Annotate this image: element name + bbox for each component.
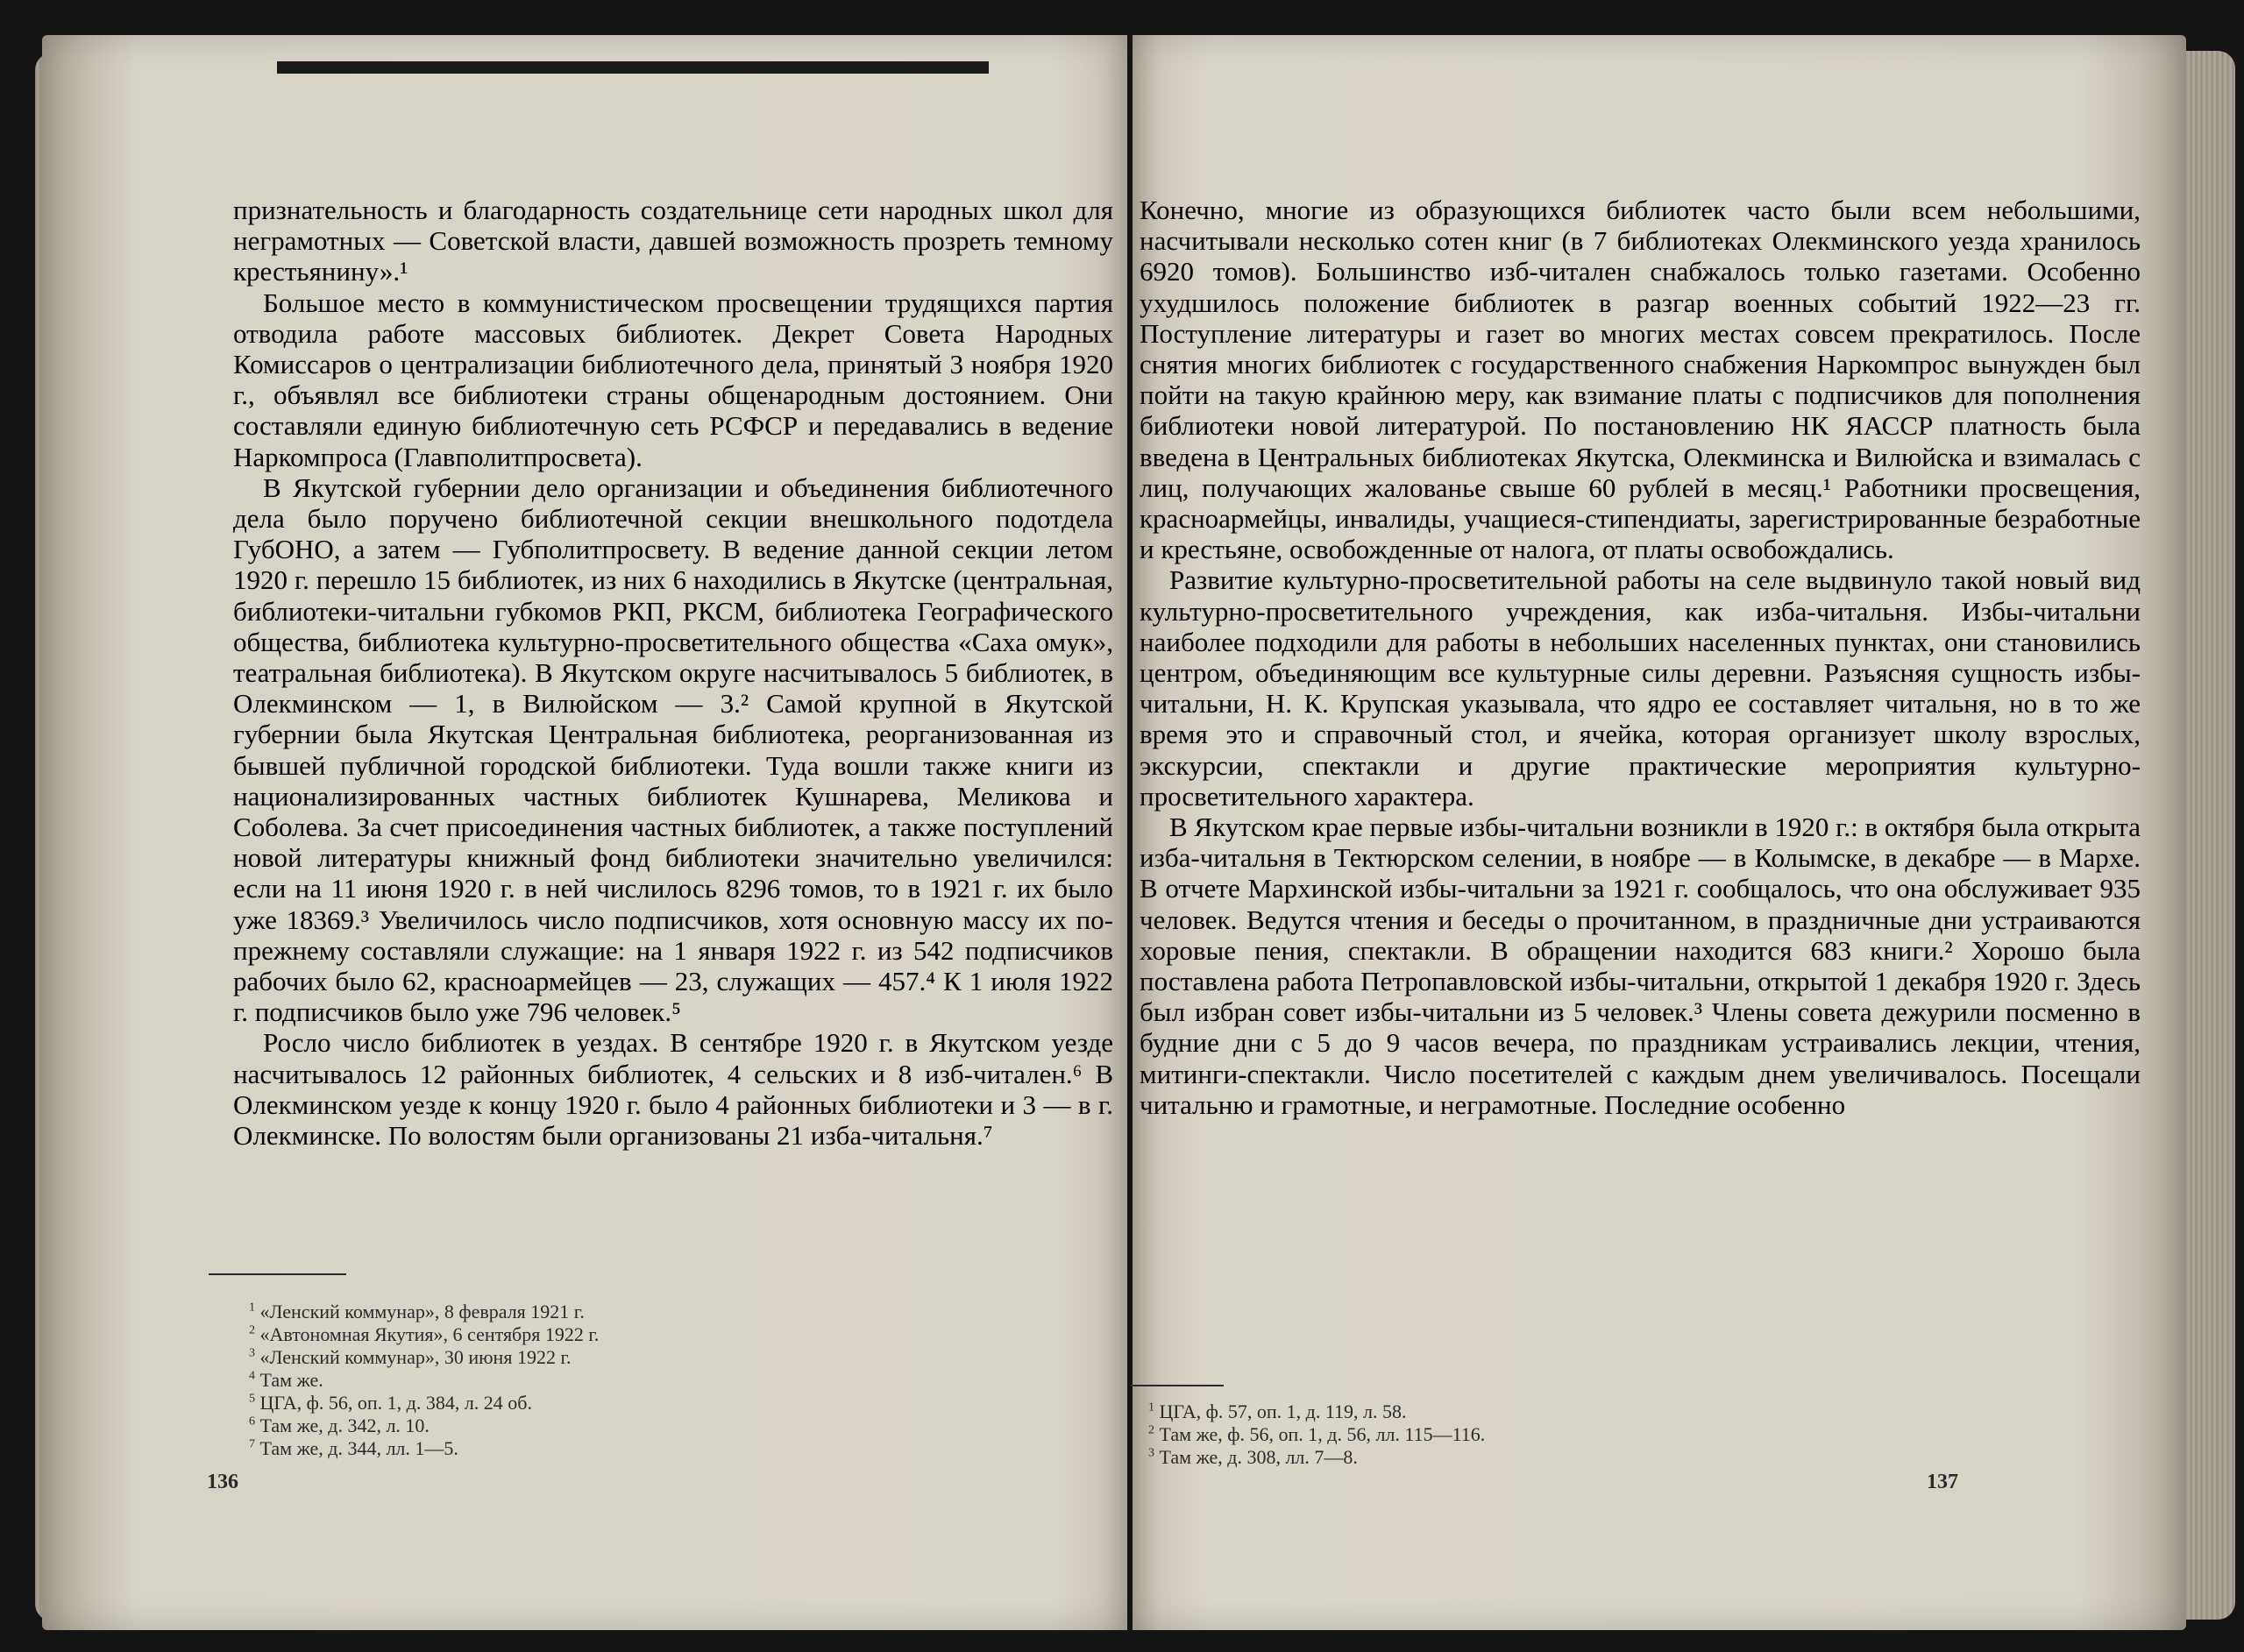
paragraph: Конечно, многие из образующихся библиотек часто были всем небольшими, насчитывали несколько сотен книг (в 7 библиотеках Олекминского уезда хранилось 6920 томов). Большинство изб-читален снабжалось только газетами. Особенно ухудшилось положение библиотек в разгар военных событий 1922—23 гг. Поступление литературы и газет во многих местах совсем прекратилось. После снятия многих библиотек с государственного снабжения Наркомпрос вынужден был пойти на такую крайнюю меру, как взимание платы с подписчиков для пополнения библиотеки новой литературой. По постановлению НК ЯАССР платность была введена в Центральных библиотеках Якутска, Олекминска и Вилюйска и взималась с лиц, получающих жалованье свыше 60 рублей в месяц.¹ Работники просвещения, красноармейцы, инвалиды, учащиеся-стипендиаты, зарегистрированные безработные и крестьяне, освобожденные от налога, от платы освобождались. [1140,195,2141,565]
footnote: $^2$ Там же, ф. 56, оп. 1, д. 56, лл. 115—116. [1148,1423,1486,1445]
footnote: $^6$ Там же, д. 342, л. 10. [249,1414,430,1436]
footnote: $^5$ ЦГА, ф. 56, оп. 1, д. 384, л. 24 об. [249,1392,532,1414]
footnote: $^3$ Там же, д. 308, лл. 7—8. [1148,1446,1358,1468]
footnote: $^3$ «Ленский коммунар», 30 июня 1922 г. [249,1346,572,1368]
footnote: $^7$ Там же, д. 344, лл. 1—5. [249,1437,458,1459]
paragraph: В Якутской губернии дело организации и объединения библиотечного дела было поручено библиотечной секции внешкольного подотдела ГубОНО, а затем — Губполитпросвету. В ведение данной секции летом 1920 г. перешло 15 библиотек, из них 6 находились в Якутске (центральная, библиотеки-читальни губкомов РКП, РКСМ, библиотека Географического общества, библиотека культурно-просветительного общества «Саха омук», театральная библиотека). В Якутском округе насчитывалось 5 библиотек, в Олекминском — 1, в Вилюйском — 3.² Самой крупной в Якутской губернии была Якутская Центральная библиотека, реорганизованная из бывшей публичной городской библиотеки. Туда вошли также книги из национализированных частных библиотек Кушнарева, Меликова и Соболева. За счет присоединения частных библиотек, а также поступлений новой литературы книжный фонд библиотеки значительно увеличился: если на 11 июня 1920 г. в ней числилось 8296 томов, то в 1921 г. их было уже 18369.³ Увеличилось число подписчиков, хотя основную массу их по-прежнему составляли служащие: на 1 января 1922 г. из 542 подписчиков рабочих было 62, красноармейцев — 23, служащих — 457.⁴ К 1 июля 1922 г. подписчиков было уже 796 человек.⁵ [233,471,1113,1028]
paragraph: Росло число библиотек в уездах. В сентябре 1920 г. в Якутском уезде насчитывалось 12 районных библиотек, 4 сельских и 8 изб-читален.⁶ В Олекминском уезде к концу 1920 г. было 4 районных библиотеки и 3 — в г. Олекминске. По волостям были организованы 21 изба-читальня.⁷ [233,1027,1113,1152]
right-page-text [1140,195,2141,1120]
paragraph: признательность и благодарность создательнице сети народных школ для неграмотных — Советской власти, давшей возможность прозреть темному крестьянину».¹ [233,195,1113,287]
footnote: $^2$ «Автономная Якутия», 6 сентября 1922 г. [249,1323,600,1345]
footnote-divider [1131,1385,1224,1386]
page-number-right: 137 [1927,1471,1958,1493]
footnote-divider [209,1273,346,1275]
paragraph: Большое место в коммунистическом просвещении трудящихся партия отводила работе массовых библиотек. Декрет Совета Народных Комиссаров о централизации библиотечного дела, принятый 3 ноября 1920 г., объявлял все библиотеки страны общенародным достоянием. Они составляли единую библиотечную сеть РСФСР и передавались в ведение Наркомпроса (Главполитпросвета). [233,287,1113,472]
paragraph: В Якутском крае первые избы-читальни возникли в 1920 г.: в октября была открыта изба-читальня в Тектюрском селении, в ноябре — в Колымске, в декабре — в Мархе. В отчете Мархинской избы-читальни за 1921 г. сообщалось, что она обслуживает 935 человек. Ведутся чтения и беседы о прочитанном, в праздничные дни устраиваются хоровые пения, спектакли. В обращении находится 683 книги.² Хорошо была поставлена работа Петропавловской избы-читальни, открытой 1 декабря 1920 г. Здесь был избран совет избы-читальни из 5 человек.³ Члены совета дежурили посменно в будние дни с 5 до 9 часов вечера, по праздникам устраивались лекции, чтения, митинги-спектакли. Число посетителей с каждым днем увеличивалось. Посещали читальню и грамотные, и неграмотные. Последние особенно [1140,812,2141,1120]
left-page-text [233,195,1113,1151]
paragraph: Развитие культурно-просветительной работы на селе выдвинуло такой новый вид культурно-просветительного учреждения, как изба-читальня. Избы-читальни наиболее подходили для работы в небольших населенных пунктах, они становились центром, объединяющим все культурные силы деревни. Разъясняя сущность избы-читальни, Н. К. Крупская указывала, что ядро ее составляет читальня, но в то же время это и справочный стол, и ячейка, которая организует школу взрослых, экскурсии, спектакли и другие практические мероприятия культурно-просветительного характера. [1140,564,2141,812]
footnote: $^4$ Там же. [249,1369,323,1391]
header-rule [277,61,989,74]
page-number-left: 136 [207,1471,238,1493]
footnote: $^1$ «Ленский коммунар», 8 февраля 1921 г. [249,1301,585,1322]
right-footnotes [1148,1400,1485,1469]
left-footnotes [249,1301,599,1460]
footnote: $^1$ ЦГА, ф. 57, оп. 1, д. 119, л. 58. [1148,1400,1407,1422]
